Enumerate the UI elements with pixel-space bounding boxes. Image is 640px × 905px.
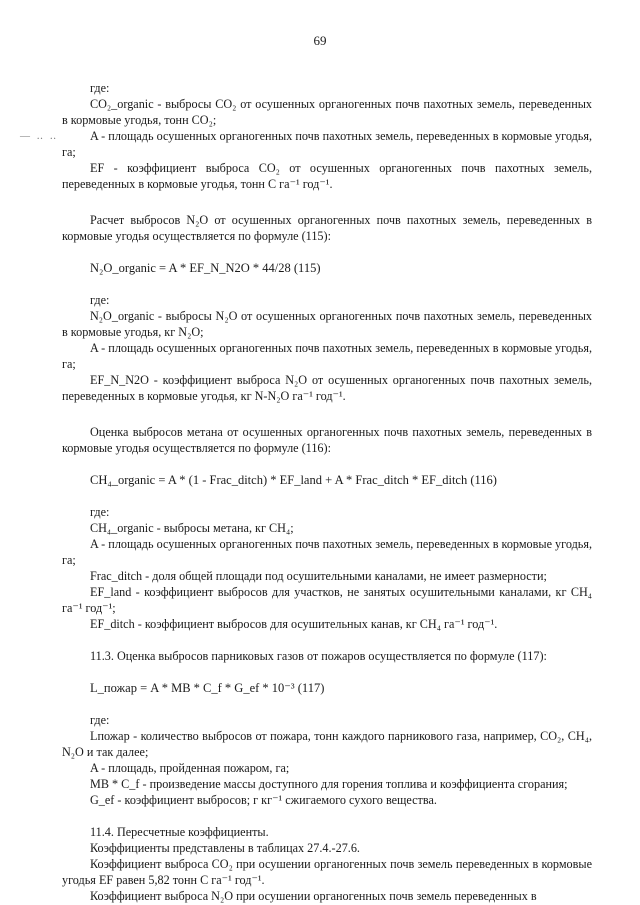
def-area: A - площадь осушенных органогенных почв пахотных земель, переведенных в кормовые угодья, га;	[62, 341, 592, 371]
page-content	[62, 80, 592, 904]
margin-mark: — ‥ ‥	[20, 131, 59, 142]
where-label: где:	[90, 505, 110, 519]
def-gef: G_ef - коэффициент выбросов; г кг⁻¹ сжигаемого сухого вещества.	[90, 793, 437, 807]
where-label: где:	[90, 713, 110, 727]
n2o-intro: Расчет выбросов N₂O от осушенных органогенных почв пахотных земель, переведенных в кормовые угодья осуществляется по формуле (115):	[62, 213, 592, 243]
coef-co2: Коэффициент выброса CO₂ при осушении органогенных почв земель переведенных в кормовые угодья EF равен 5,82 тонн C га⁻¹ год⁻¹.	[62, 857, 592, 887]
def-ef: EF - коэффициент выброса CO₂ от осушенных органогенных почв пахотных земель, переведенных в кормовые угодья, тонн C га⁻¹ год⁻¹.	[62, 161, 592, 191]
page-number: 69	[313, 33, 327, 48]
def-area: A - площадь осушенных органогенных почв пахотных земель, переведенных в кормовые угодья, га;	[62, 537, 592, 567]
def-ch4-organic: CH₄_organic - выбросы метана, кг CH₄;	[90, 521, 294, 535]
def-ef-n2o: EF_N_N2O - коэффициент выброса N₂O от осушенных органогенных почв пахотных земель, переведенных в кормовые угодья, кг N-N₂O га⁻¹ год⁻¹.	[62, 373, 592, 403]
coef-n2o: Коэффициент выброса N₂O при осушении органогенных почв земель переведенных в	[90, 889, 537, 903]
formula-116: CH₄_organic = A * (1 - Frac_ditch) * EF_land + A * Frac_ditch * EF_ditch (116)	[90, 473, 497, 487]
formula-115: N₂O_organic = A * EF_N_N2O * 44/28 (115)	[90, 261, 321, 275]
def-n2o-organic: N₂O_organic - выбросы N₂O от осушенных органогенных почв пахотных земель, переведенных в кормовые угодья, кг N₂O;	[62, 309, 592, 339]
def-area-fire: A - площадь, пройденная пожаром, га;	[90, 761, 290, 775]
coef-tables-ref: Коэффициенты представлены в таблицах 27.4.-27.6.	[90, 841, 360, 855]
def-area: A - площадь осушенных органогенных почв пахотных земель, переведенных в кормовые угодья, га;	[62, 129, 592, 159]
where-label: где:	[90, 81, 110, 95]
def-ef-ditch: EF_ditch - коэффициент выбросов для осушительных канав, кг CH₄ га⁻¹ год⁻¹.	[90, 617, 498, 631]
def-co2-organic: CO₂_organic - выбросы CO₂ от осушенных органогенных почв пахотных земель, переведенных в кормовые угодья, тонн CO₂;	[62, 97, 592, 127]
def-mb-cf: MB * C_f - произведение массы доступного для горения топлива и коэффициента сгорания;	[90, 777, 568, 791]
ch4-intro: Оценка выбросов метана от осушенных органогенных почв пахотных земель, переведенных в кормовые угодья осуществляется по формуле (116):	[62, 425, 592, 455]
def-ef-land: EF_land - коэффициент выбросов для участков, не занятых осушительными каналами, кг CH₄ га⁻¹ год⁻¹;	[62, 585, 592, 615]
fire-intro: 11.3. Оценка выбросов парниковых газов от пожаров осуществляется по формуле (117):	[90, 649, 547, 663]
formula-117: L_пожар = A * MB * C_f * G_ef * 10⁻³ (117)	[90, 681, 325, 695]
def-frac-ditch: Frac_ditch - доля общей площади под осушительными каналами, не имеет размерности;	[90, 569, 547, 583]
where-label: где:	[90, 293, 110, 307]
section-heading-11-4: 11.4. Пересчетные коэффициенты.	[90, 825, 269, 839]
def-l-fire: Lпожар - количество выбросов от пожара, тонн каждого парникового газа, например, CO₂, CH₄, N₂O и так далее;	[62, 729, 592, 759]
